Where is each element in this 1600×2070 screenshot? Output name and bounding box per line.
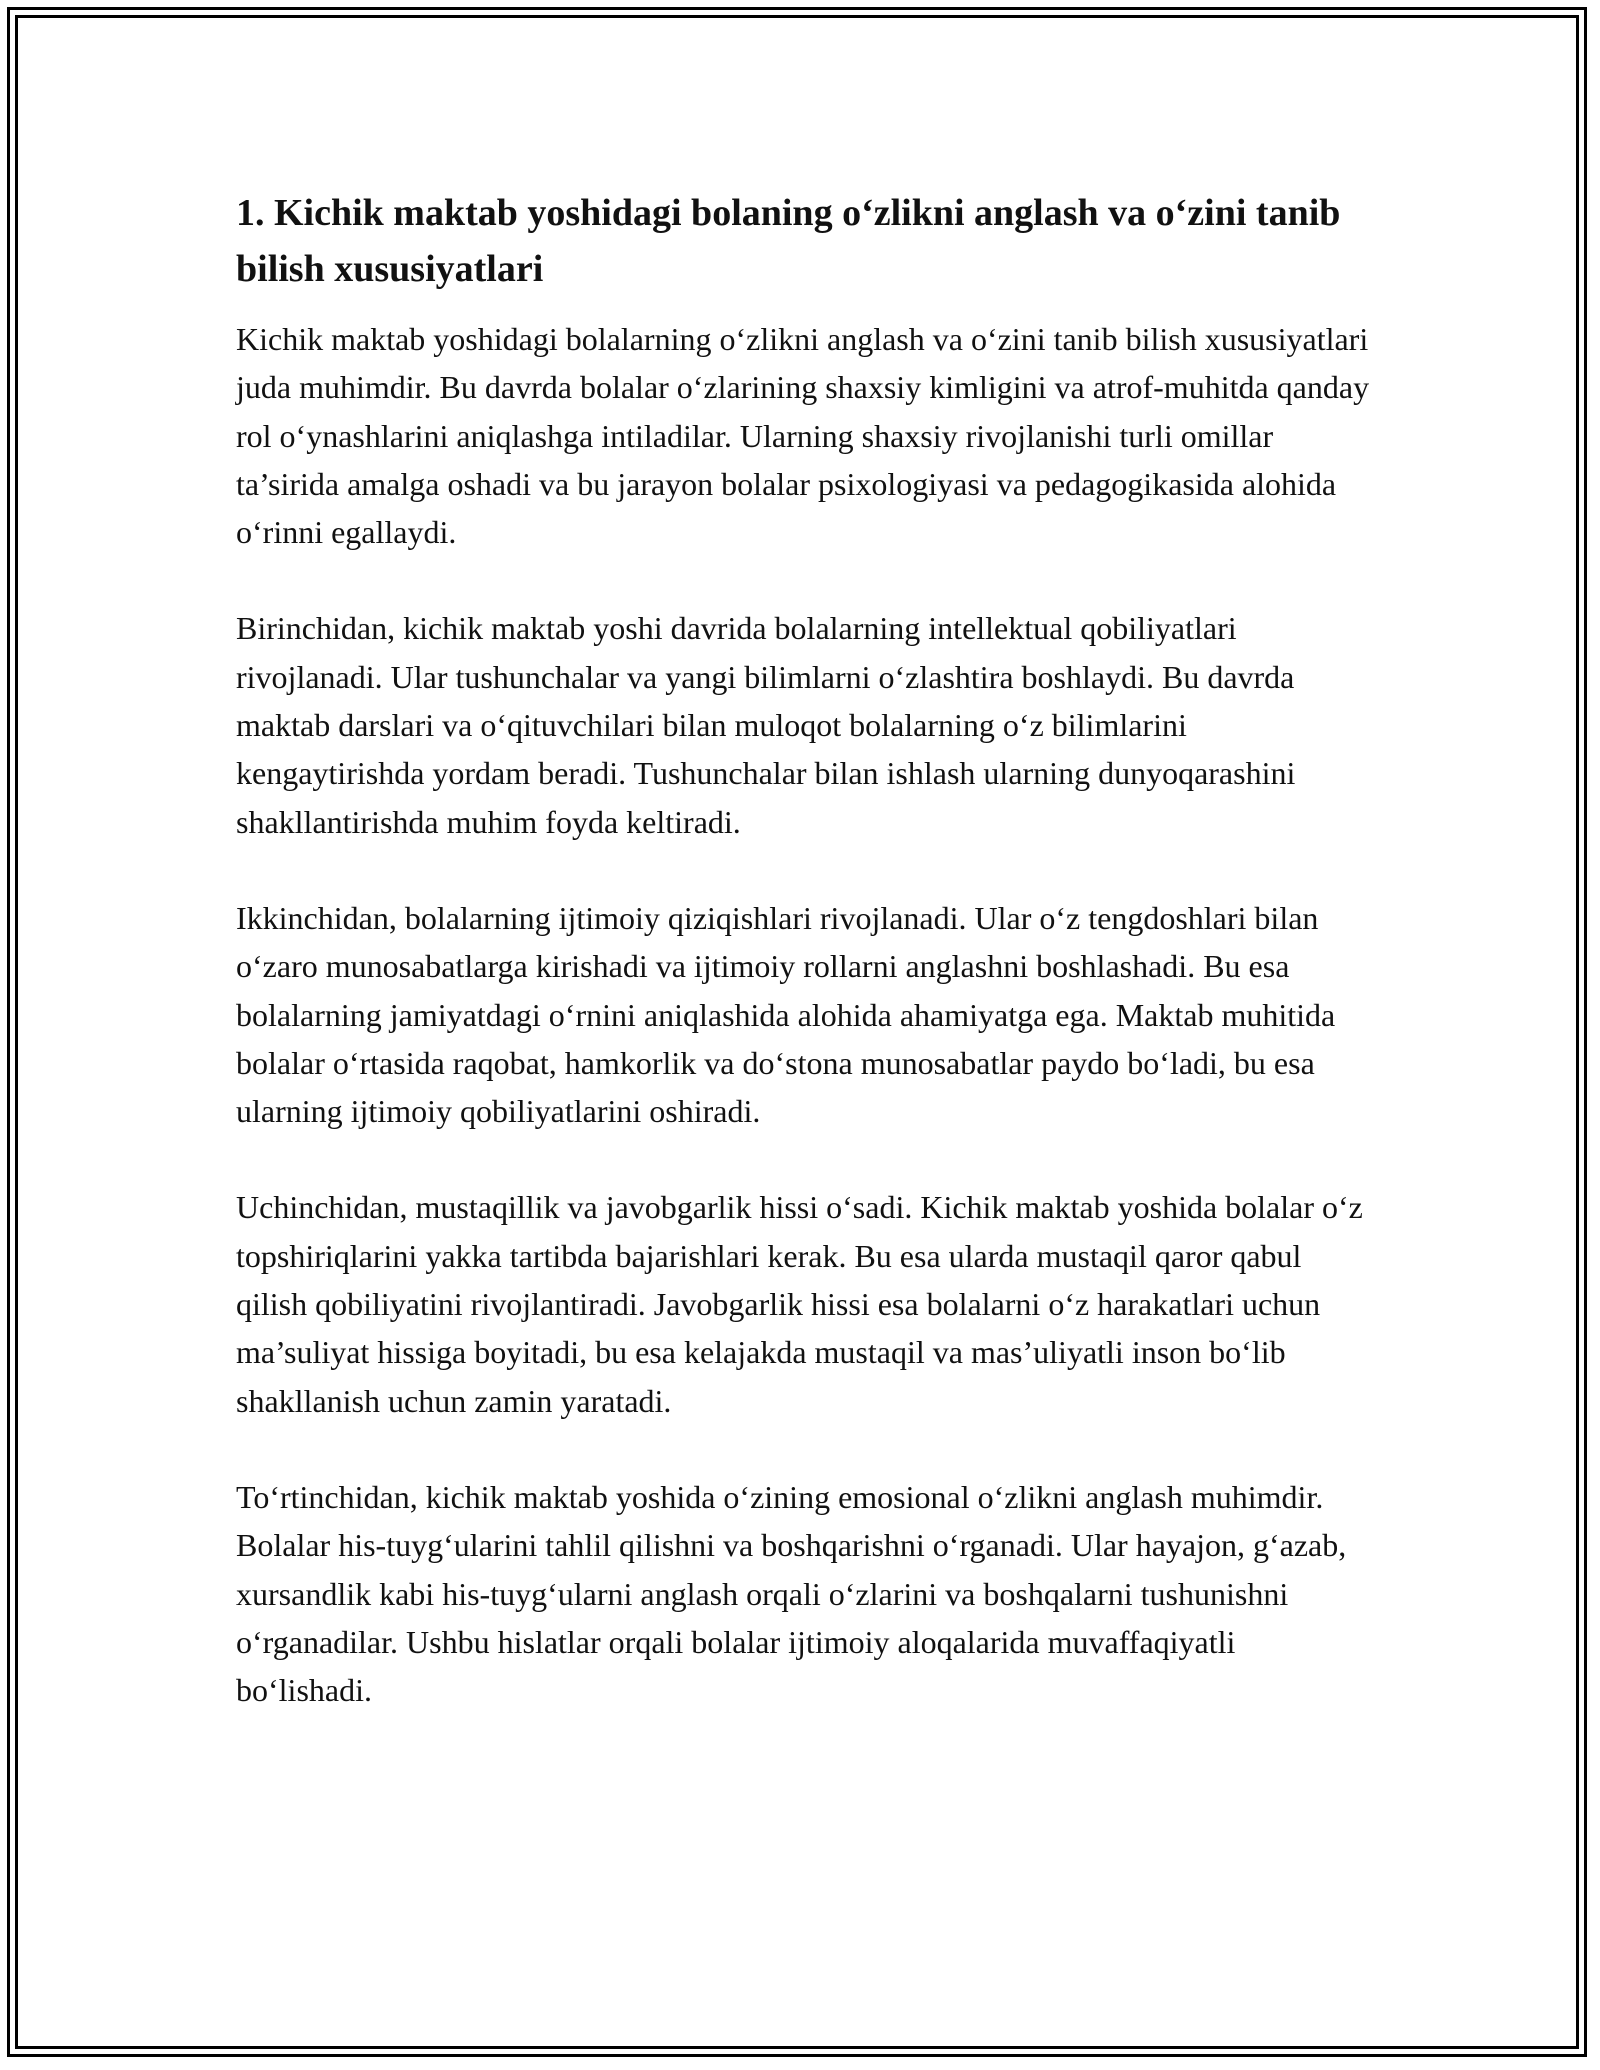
paragraph-third: Uchinchidan, mustaqillik va javobgarlik hissi o‘sadi. Kichik maktab yoshida bolalar o‘z topshiriqlarini yakka tartibda bajarishlari kerak. Bu esa ularda mustaqil qaror qabul qilish qobiliyatini rivojlantiradi. Javobgarlik hissi esa bolalarni o‘z harakatlari uchun ma’suliyat hissiga boyitadi, bu esa kelajakda mustaqil va mas’uliyatli inson bo‘lib shakllanish uchun zamin yaratadi. [236,1189,1363,1419]
section-heading: 1. Kichik maktab yoshidagi bolaning o‘zlikni anglash va o‘zini tanib bilish xususiyatlari [236,192,1341,290]
paragraph-intro: Kichik maktab yoshidagi bolalarning o‘zlikni anglash va o‘zini tanib bilish xususiyatlari juda muhimdir. Bu davrda bolalar o‘zlarining shaxsiy kimligini va atrof-muhitda qanday rol o‘ynashlarini aniqlashga intiladilar. Ularning shaxsiy rivojlanishi turli omillar ta’sirida amalga oshadi va bu jarayon bolalar psixologiyasi va pedagogikasida alohida o‘rinni egallaydi. [236,321,1370,551]
paragraph-first: Birinchidan, kichik maktab yoshi davrida bolalarning intellektual qobiliyatlari rivojlanadi. Ular tushunchalar va yangi bilimlarni o‘zlashtira boshlaydi. Bu davrda maktab darslari va o‘qituvchilari bilan muloqot bolalarning o‘z bilimlarini kengaytirishda yordam beradi. Tushunchalar bilan ishlash ularning dunyoqarashini shakllantirishda muhim foyda keltiradi. [236,610,1296,840]
paragraph-second: Ikkinchidan, bolalarning ijtimoiy qiziqishlari rivojlanadi. Ular o‘z tengdoshlari bilan o‘zaro munosabatlarga kirishadi va ijtimoiy rollarni anglashni boshlashadi. Bu esa bolalarning jamiyatdagi o‘rnini aniqlashida alohida ahamiyatga ega. Maktab muhitida bolalar o‘rtasida raqobat, hamkorlik va do‘stona munosabatlar paydo bo‘ladi, bu esa ularning ijtimoiy qobiliyatlarini oshiradi. [236,899,1336,1130]
paragraph-fourth: To‘rtinchidan, kichik maktab yoshida o‘zining emosional o‘zlikni anglash muhimdir. Bolalar his-tuyg‘ularini tahlil qilishni va boshqarishni o‘rganadi. Ular hayajon, g‘azab, xursandlik kabi his-tuyg‘ularni anglash orqali o‘zlarini va boshqalarni tushunishni o‘rganadilar. Ushbu hislatlar orqali bolalar ijtimoiy aloqalarida muvaffaqiyatli bo‘lishadi. [236,1478,1347,1709]
document-body [236,185,1376,1762]
